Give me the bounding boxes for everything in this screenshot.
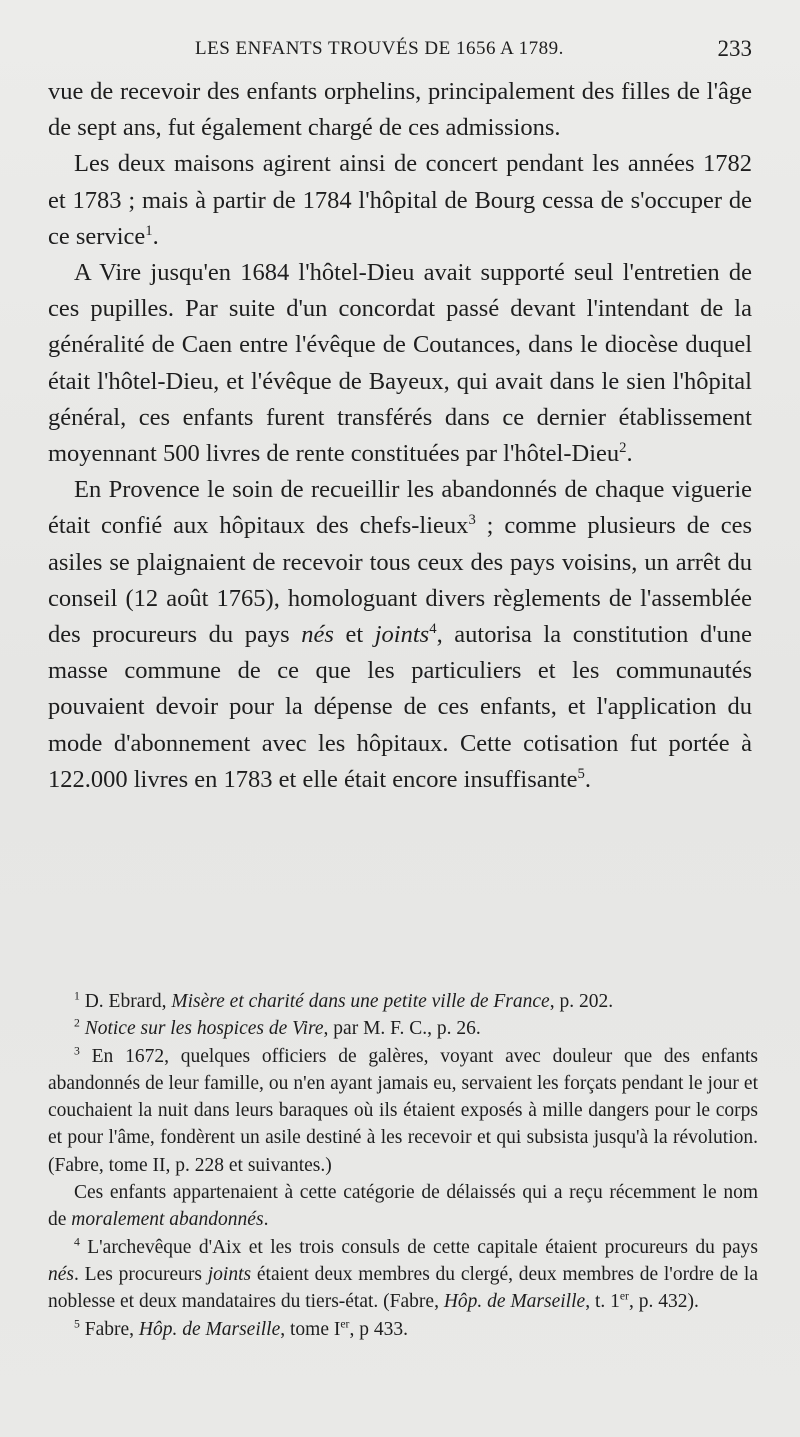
- ordinal-suffix: er: [619, 1289, 629, 1303]
- footnote-ref: 5: [577, 765, 585, 782]
- footnote-5: [48, 1316, 758, 1343]
- italic-term: moralement abandonnés: [71, 1209, 264, 1231]
- footnote-text: Ces enfants appartenaient à cette catégorie de délaissés qui a reçu récemment le nom de: [48, 1182, 758, 1231]
- footnote-title: Misère et charité dans une petite ville de France: [171, 991, 550, 1012]
- italic-term: joints: [207, 1263, 252, 1285]
- footnote-text: , p 433.: [349, 1318, 408, 1340]
- italic-term: nés: [301, 621, 334, 649]
- footnote-text: En 1672, quelques officiers de galères, voyant avec douleur que des enfants abandonnés de leur famille, ou n'en ayant jamais eu, servaient les forçats pendant le jour et couchaient la nuit dans leurs baraques où ils étaient exposés à mille dangers pour le corps et pour l'âme, fondèrent un asile destiné à les recevoir et qui subsista jusqu'à la révolution. (Fabre, tome II, p. 228 et suivantes.): [48, 1045, 758, 1176]
- footnote-ref: 2: [619, 439, 627, 456]
- italic-term: joints: [374, 621, 430, 649]
- footnote-ref: 3: [468, 512, 476, 529]
- footnote-number: 2: [74, 1016, 80, 1030]
- footnote-number: 4: [74, 1235, 80, 1249]
- footnotes: [48, 988, 758, 1343]
- footnote-3: [48, 1043, 758, 1179]
- body-text: [48, 74, 752, 798]
- footnote-text: D. Ebrard,: [79, 991, 172, 1012]
- footnote-text: L'archevêque d'Aix et les trois consuls de cette capitale étaient procureurs du pays: [79, 1236, 758, 1258]
- footnote-text: , t. 1: [585, 1291, 620, 1313]
- punctuation: .: [584, 765, 592, 793]
- paragraph-text: , autorisa la constitution d'une masse commune de ce que les particuliers et les communautés pouvaient devoir pour la dépense de ces enfants, et l'application du mode d'abonnement avec les hôpitaux. Cette cotisation fut portée à 122.000 livres en 1783 et elle était encore insuffisante: [48, 621, 753, 793]
- footnote-ref: 1: [145, 222, 153, 239]
- footnote-text: , p. 432).: [628, 1291, 699, 1313]
- footnote-title: Hôp. de Marseille: [443, 1291, 586, 1313]
- paragraph: [48, 255, 752, 472]
- italic-term: nés: [48, 1263, 74, 1285]
- ordinal-suffix: er: [340, 1317, 350, 1331]
- paragraph: [48, 74, 752, 146]
- paragraph-text: ; comme plusieurs de ces asiles se plaignaient de recevoir tous ceux des pays voisins, un arrêt du conseil (12 août 1765), homologuant divers règlements de l'assemblée des procureurs du pays: [48, 512, 753, 649]
- footnote-3-continued: [48, 1179, 758, 1234]
- punctuation: .: [263, 1209, 269, 1231]
- paragraph: [48, 146, 752, 255]
- footnote-ref: 4: [429, 620, 437, 637]
- paragraph: [48, 472, 752, 798]
- paragraph-text: et: [333, 621, 375, 649]
- paragraph-text: vue de recevoir des enfants orphelins, principalement des filles de l'âge de sept ans, fut également chargé de ces admissions.: [48, 78, 752, 142]
- paragraph-text: Les deux maisons agirent ainsi de concert pendant les années 1782 et 1783 ; mais à partir de 1784 l'hôpital de Bourg cessa de s'occuper de ce service: [48, 150, 752, 250]
- footnote-2: [48, 1015, 758, 1042]
- paragraph-text: A Vire jusqu'en 1684 l'hôtel-Dieu avait supporté seul l'entretien de ces pupilles. Par suite d'un concordat passé devant l'intendant de la généralité de Caen entre l'évêque de Coutances, dans le diocèse duquel était l'hôtel-Dieu, et l'évêque de Bayeux, qui avait dans le sien l'hôpital général, ces enfants furent transférés dans ce dernier établissement moyennant 500 livres de rente constituées par l'hôtel-Dieu: [48, 259, 752, 468]
- footnote-text: étaient deux membres du clergé, deux membres de l'ordre de la noblesse et deux mandataires du tiers-état. (Fabre,: [48, 1263, 758, 1313]
- footnote-number: 3: [74, 1044, 80, 1058]
- footnote-title: Notice sur les hospices de Vire: [84, 1018, 324, 1040]
- paragraph-text: En Provence le soin de recueillir les abandonnés de chaque viguerie était confié aux hôpitaux des chefs-lieux: [48, 476, 752, 540]
- page-number: 233: [717, 36, 752, 61]
- footnote-text: . Les procureurs: [74, 1263, 208, 1285]
- footnote-number: 5: [74, 1317, 80, 1331]
- footnote-4: [48, 1234, 758, 1316]
- footnote-text: Fabre,: [79, 1318, 139, 1340]
- footnote-text: , par M. F. C., p. 26.: [323, 1018, 481, 1040]
- footnote-number: 1: [74, 989, 80, 1003]
- footnote-text: , p. 202.: [549, 991, 614, 1012]
- punctuation: .: [152, 222, 159, 250]
- footnote-1: [48, 988, 758, 1015]
- footnote-title: Hôp. de Marseille: [138, 1318, 281, 1340]
- punctuation: .: [626, 440, 633, 468]
- page-header: [195, 38, 752, 64]
- running-title: LES ENFANTS TROUVÉS DE 1656 A 1789.: [195, 38, 564, 59]
- footnote-text: , tome I: [280, 1318, 341, 1340]
